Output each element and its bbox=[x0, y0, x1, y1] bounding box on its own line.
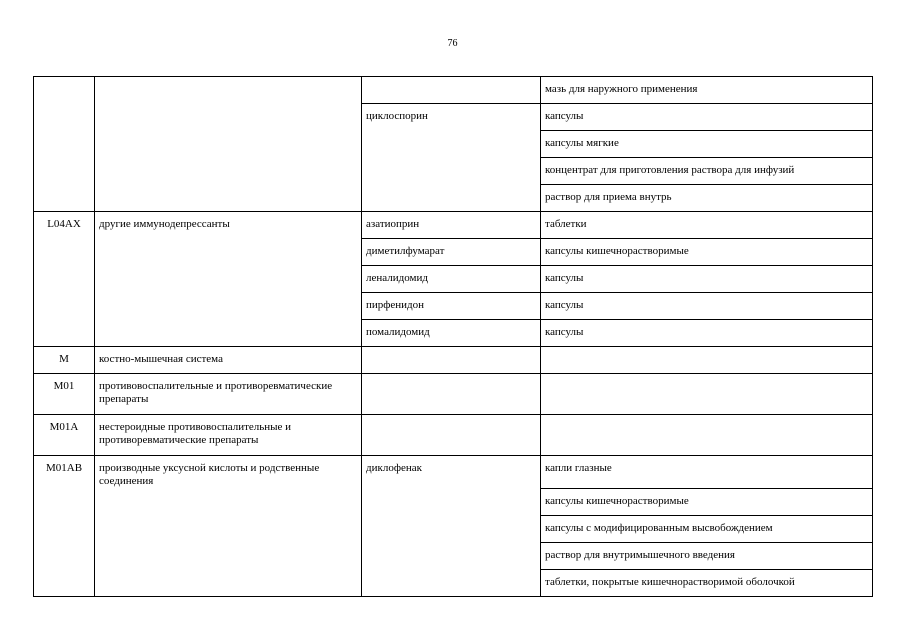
substance-cell bbox=[362, 347, 541, 374]
table-row bbox=[34, 104, 873, 131]
substance-cell: азатиоприн bbox=[362, 212, 541, 239]
substance-cell bbox=[362, 542, 541, 569]
table-row bbox=[34, 569, 873, 596]
group-name-cell: противовоспалительные и противоревматические препараты bbox=[95, 374, 362, 415]
atc-code-cell: M01AB bbox=[34, 456, 95, 489]
dosage-form-cell: капсулы мягкие bbox=[541, 131, 873, 158]
atc-code-cell bbox=[34, 77, 95, 104]
table-row bbox=[34, 239, 873, 266]
group-name-cell bbox=[95, 488, 362, 515]
dosage-form-cell bbox=[541, 374, 873, 415]
table-row bbox=[34, 293, 873, 320]
atc-code-cell bbox=[34, 320, 95, 347]
atc-code-cell bbox=[34, 104, 95, 131]
group-name-cell bbox=[95, 158, 362, 185]
substance-cell bbox=[362, 185, 541, 212]
atc-code-cell bbox=[34, 542, 95, 569]
table-row bbox=[34, 158, 873, 185]
group-name-cell bbox=[95, 293, 362, 320]
substance-cell bbox=[362, 158, 541, 185]
atc-code-cell: L04AX bbox=[34, 212, 95, 239]
table-row bbox=[34, 320, 873, 347]
substance-cell bbox=[362, 415, 541, 456]
dosage-form-cell: капсулы с модифицированным высвобождением bbox=[541, 515, 873, 542]
table-row bbox=[34, 212, 873, 239]
group-name-cell: производные уксусной кислоты и родственные соединения bbox=[95, 456, 362, 489]
substance-cell bbox=[362, 488, 541, 515]
atc-code-cell: M01 bbox=[34, 374, 95, 415]
dosage-form-cell: таблетки, покрытые кишечнорастворимой оболочкой bbox=[541, 569, 873, 596]
dosage-form-cell bbox=[541, 415, 873, 456]
group-name-cell bbox=[95, 542, 362, 569]
table-row bbox=[34, 347, 873, 374]
dosage-form-cell: капсулы кишечнорастворимые bbox=[541, 488, 873, 515]
substance-cell: леналидомид bbox=[362, 266, 541, 293]
substance-cell bbox=[362, 374, 541, 415]
table-row bbox=[34, 77, 873, 104]
table-row bbox=[34, 456, 873, 489]
table-row bbox=[34, 515, 873, 542]
group-name-cell bbox=[95, 569, 362, 596]
atc-code-cell bbox=[34, 185, 95, 212]
group-name-cell: другие иммунодепрессанты bbox=[95, 212, 362, 239]
table-row bbox=[34, 488, 873, 515]
atc-code-cell bbox=[34, 488, 95, 515]
dosage-form-cell: капсулы кишечнорастворимые bbox=[541, 239, 873, 266]
atc-code-cell bbox=[34, 131, 95, 158]
group-name-cell bbox=[95, 77, 362, 104]
atc-code-cell bbox=[34, 569, 95, 596]
atc-code-cell bbox=[34, 266, 95, 293]
substance-cell bbox=[362, 77, 541, 104]
atc-code-cell bbox=[34, 239, 95, 266]
drug-table bbox=[33, 76, 873, 597]
dosage-form-cell: таблетки bbox=[541, 212, 873, 239]
substance-cell: диметилфумарат bbox=[362, 239, 541, 266]
dosage-form-cell: капли глазные bbox=[541, 456, 873, 489]
dosage-form-cell: капсулы bbox=[541, 266, 873, 293]
substance-cell: циклоспорин bbox=[362, 104, 541, 131]
substance-cell: диклофенак bbox=[362, 456, 541, 489]
dosage-form-cell: капсулы bbox=[541, 320, 873, 347]
atc-code-cell bbox=[34, 293, 95, 320]
table-row bbox=[34, 415, 873, 456]
substance-cell: помалидомид bbox=[362, 320, 541, 347]
table-row bbox=[34, 542, 873, 569]
group-name-cell: костно-мышечная система bbox=[95, 347, 362, 374]
group-name-cell bbox=[95, 239, 362, 266]
atc-code-cell: M bbox=[34, 347, 95, 374]
dosage-form-cell: капсулы bbox=[541, 104, 873, 131]
dosage-form-cell: раствор для внутримышечного введения bbox=[541, 542, 873, 569]
atc-code-cell: M01A bbox=[34, 415, 95, 456]
substance-cell bbox=[362, 515, 541, 542]
table-row bbox=[34, 374, 873, 415]
table-row bbox=[34, 266, 873, 293]
atc-code-cell bbox=[34, 158, 95, 185]
group-name-cell: нестероидные противовоспалительные и противоревматические препараты bbox=[95, 415, 362, 456]
substance-cell bbox=[362, 131, 541, 158]
substance-cell: пирфенидон bbox=[362, 293, 541, 320]
dosage-form-cell: мазь для наружного применения bbox=[541, 77, 873, 104]
page-number: 76 bbox=[447, 38, 458, 49]
dosage-form-cell bbox=[541, 347, 873, 374]
substance-cell bbox=[362, 569, 541, 596]
atc-code-cell bbox=[34, 515, 95, 542]
group-name-cell bbox=[95, 266, 362, 293]
table-row bbox=[34, 185, 873, 212]
group-name-cell bbox=[95, 104, 362, 131]
group-name-cell bbox=[95, 320, 362, 347]
dosage-form-cell: концентрат для приготовления раствора для инфузий bbox=[541, 158, 873, 185]
dosage-form-cell: раствор для приема внутрь bbox=[541, 185, 873, 212]
group-name-cell bbox=[95, 185, 362, 212]
group-name-cell bbox=[95, 131, 362, 158]
dosage-form-cell: капсулы bbox=[541, 293, 873, 320]
group-name-cell bbox=[95, 515, 362, 542]
table-row bbox=[34, 131, 873, 158]
